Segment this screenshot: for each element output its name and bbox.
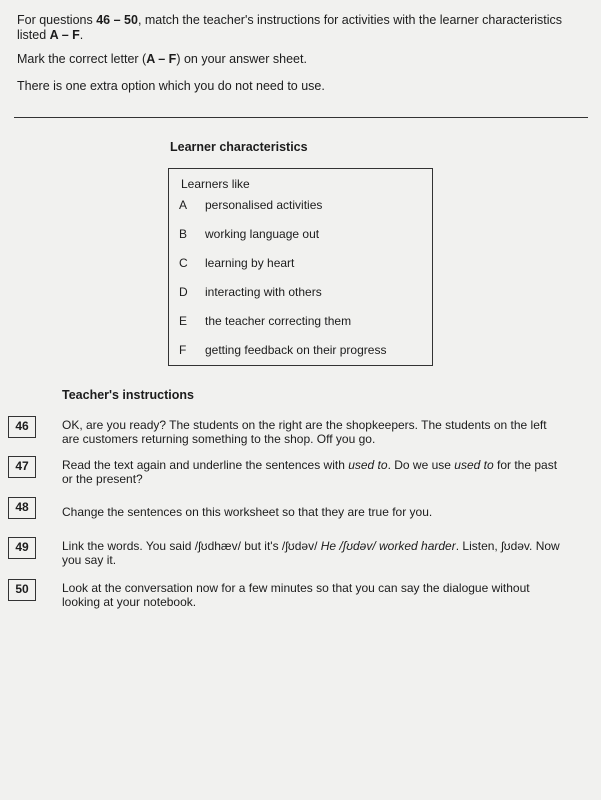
- question-text: Read the text again and underline the sentences with: [62, 458, 349, 472]
- box-caption: Learners like: [181, 177, 250, 191]
- question-number-50: 50: [8, 579, 36, 601]
- instruction-text: .: [79, 28, 84, 42]
- option-letter: C: [179, 256, 188, 270]
- option-text: getting feedback on their progress: [205, 343, 387, 357]
- option-letter: A: [179, 198, 188, 212]
- option-letter: D: [179, 285, 188, 299]
- question-text-47: [62, 458, 562, 486]
- emphasis: He /ʃʊdəv/ worked harder: [320, 539, 456, 553]
- learner-characteristics-box: [168, 168, 433, 366]
- instruction-line-3: There is one extra option which you do not need to use.: [17, 79, 325, 93]
- instruction-text: For questions: [17, 13, 97, 27]
- option-letter: F: [179, 343, 187, 357]
- emphasis: used to: [348, 458, 388, 472]
- question-number-48: 48: [8, 497, 36, 519]
- question-text: for the past or the present?: [62, 458, 558, 486]
- question-text-48: Change the sentences on this worksheet so that they are true for you.: [62, 505, 433, 519]
- instruction-text: , match the teacher's instructions for activities with the learner characteristics listed: [17, 13, 563, 42]
- instruction-line-1: [17, 13, 587, 43]
- option-text: personalised activities: [205, 198, 323, 212]
- option-letter: E: [179, 314, 188, 328]
- divider: [14, 117, 588, 118]
- question-text: . Do we use: [387, 458, 455, 472]
- question-number-47: 47: [8, 456, 36, 478]
- question-text: Link the words. You said /ʃʊdhæv/ but it's /ʃʊdəv/: [62, 539, 321, 553]
- question-range: 46 – 50: [96, 13, 138, 27]
- learner-characteristics-heading: Learner characteristics: [170, 140, 308, 154]
- teacher-instructions-heading: Teacher's instructions: [62, 388, 194, 402]
- option-text: learning by heart: [205, 256, 295, 270]
- question-text-50: Look at the conversation now for a few minutes so that you can say the dialogue without looking at your notebook.: [62, 581, 530, 609]
- question-text-49: [62, 539, 562, 567]
- question-text-46: OK, are you ready? The students on the right are the shopkeepers. The students on the left are customers returning something to the shop. Off you go.: [62, 418, 547, 446]
- letter-range: A – F: [146, 52, 177, 66]
- letter-range: A – F: [49, 28, 80, 42]
- instruction-line-2: [17, 52, 307, 67]
- instruction-text: ) on your answer sheet.: [176, 52, 307, 66]
- option-text: the teacher correcting them: [205, 314, 352, 328]
- question-number-49: 49: [8, 537, 36, 559]
- option-letter: B: [179, 227, 188, 241]
- question-text: . Listen, ʃʊdəv. Now you say it.: [62, 539, 560, 567]
- question-number-46: 46: [8, 416, 36, 438]
- instruction-text: Mark the correct letter (: [17, 52, 147, 66]
- emphasis: used to: [454, 458, 494, 472]
- option-text: working language out: [205, 227, 320, 241]
- option-text: interacting with others: [205, 285, 322, 299]
